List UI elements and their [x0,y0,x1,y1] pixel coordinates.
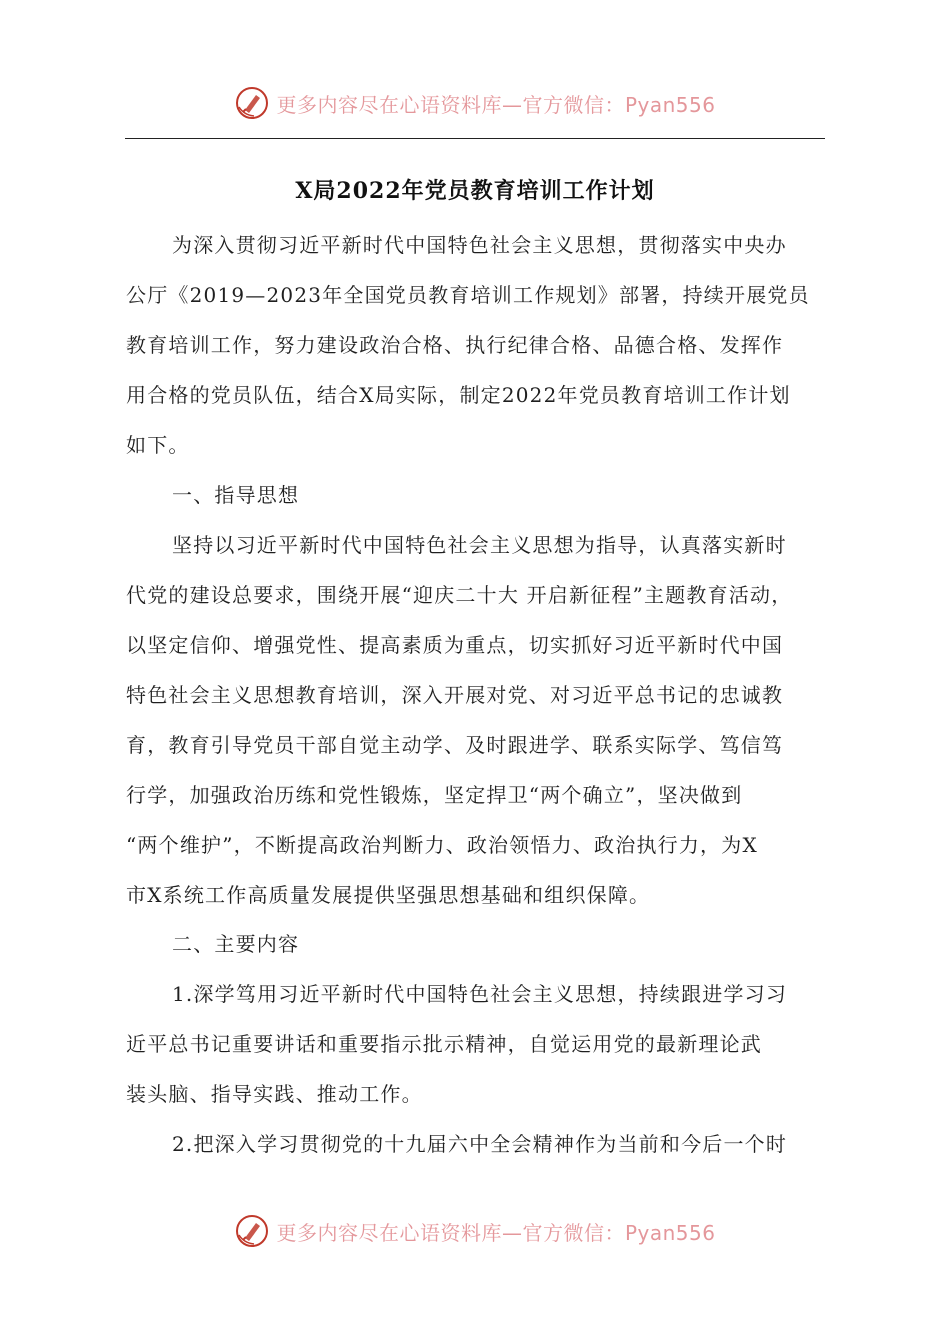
body-line: 2.把深入学习贯彻党的十九届六中全会精神作为当前和今后一个时 [172,1132,788,1156]
body-line: 装头脑、指导实践、推动工作。 [126,1082,423,1106]
section-heading: 二、主要内容 [172,932,300,956]
body-line: 代党的建设总要求，围绕开展“迎庆二十大 开启新征程”主题教育活动， [126,583,793,607]
body-line: 育，教育引导党员干部自觉主动学、及时跟进学、联系实际学、笃信笃 [126,733,784,757]
body-line: 近平总书记重要讲话和重要指示批示精神，自觉运用党的最新理论武 [126,1032,762,1056]
body-line: 坚持以习近平新时代中国特色社会主义思想为指导，认真落实新时 [172,533,787,557]
body-line: 用合格的党员队伍，结合X局实际，制定2022年党员教育培训工作计划 [126,383,791,407]
body-line: 为深入贯彻习近平新时代中国特色社会主义思想，贯彻落实中央办 [172,233,787,257]
body-line: 如下。 [126,433,190,457]
body-line: 以坚定信仰、增强党性、提高素质为重点，切实抓好习近平新时代中国 [126,633,784,657]
body-line: 行学，加强政治历练和党性锻炼，坚定捍卫“两个确立”，坚决做到 [126,783,743,807]
body-line: 特色社会主义思想教育培训，深入开展对党、对习近平总书记的忠诚教 [126,683,784,707]
section-heading: 一、指导思想 [172,483,300,507]
body-line: 1.深学笃用习近平新时代中国特色社会主义思想，持续跟进学习习 [172,982,788,1006]
document-title: X局2022年党员教育培训工作计划 [295,178,655,204]
header-divider [125,138,825,139]
body-line: 公厅《2019—2023年全国党员教育培训工作规划》部署，持续开展党员 [126,283,810,307]
pen-nib-logo-icon [234,85,270,121]
pen-nib-logo-icon [234,1213,270,1249]
watermark-text: 更多内容尽在心语资料库—官方微信：Pyan556 [276,92,716,117]
header-watermark [0,80,950,126]
body-line: 教育培训工作，努力建设政治合格、执行纪律合格、品德合格、发挥作 [126,333,784,357]
body-line: 市X系统工作高质量发展提供坚强思想基础和组织保障。 [126,883,651,907]
watermark-text: 更多内容尽在心语资料库—官方微信：Pyan556 [276,1220,716,1245]
footer-watermark [0,1208,950,1254]
body-line: “两个维护”，不断提高政治判断力、政治领悟力、政治执行力，为X [126,833,758,857]
